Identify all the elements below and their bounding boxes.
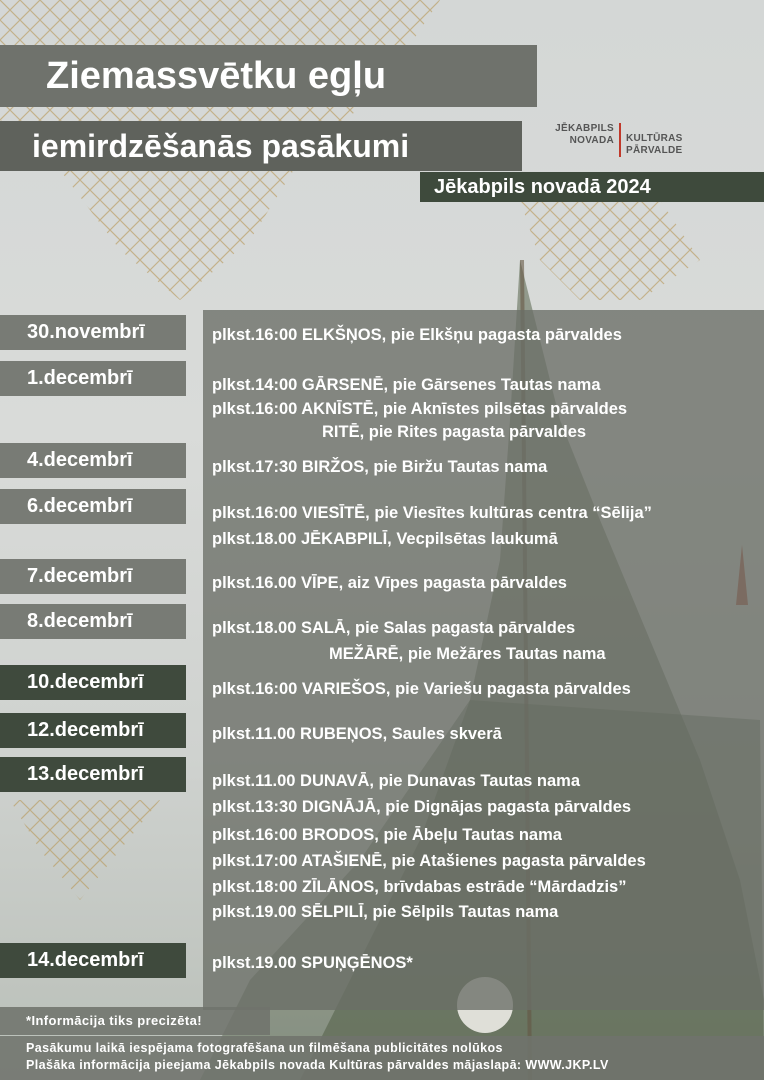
event-line: MEŽĀRĒ, pie Mežāres Tautas nama: [329, 645, 606, 663]
date-label: 7.decembrī: [0, 559, 186, 594]
logo-text-novada: NOVADA: [569, 135, 614, 146]
logo-text-parvalde: PĀRVALDE: [626, 145, 683, 156]
event-line: plkst.16:00 VARIEŠOS, pie Variešu pagasta pārvaldes: [212, 680, 631, 698]
event-line: plkst.16:00 AKNĪSTĒ, pie Aknīstes pilsētas pārvaldes: [212, 400, 628, 418]
footer-info: [0, 1036, 764, 1080]
event-line: plkst.16:00 ELKŠŅOS, pie Elkšņu pagasta pārvaldes: [212, 326, 622, 344]
event-line: plkst.11.00 RUBEŅOS, Saules skverā: [212, 725, 502, 743]
event-line: plkst.17:00 ATAŠIENĒ, pie Atašienes pagasta pārvaldes: [212, 852, 646, 870]
event-line: plkst.13:30 DIGNĀJĀ, pie Dignājas pagasta pārvaldes: [212, 798, 632, 816]
footnote: *Informācija tiks precizēta!: [0, 1007, 270, 1035]
event-line: plkst.11.00 DUNAVĀ, pie Dunavas Tautas nama: [212, 772, 581, 790]
event-line: plkst.18.00 SALĀ, pie Salas pagasta pārvaldes: [212, 619, 576, 637]
event-line: plkst.17:30 BIRŽOS, pie Biržu Tautas nama: [212, 458, 548, 476]
event-line: plkst.18.00 JĒKABPILĪ, Vecpilsētas laukumā: [212, 530, 558, 548]
date-label: 12.decembrī: [0, 713, 186, 748]
date-label: 1.decembrī: [0, 361, 186, 396]
logo-divider: [619, 123, 621, 157]
date-label: 14.decembrī: [0, 943, 186, 978]
date-label: 30.novembrī: [0, 315, 186, 350]
event-line: plkst.18:00 ZĪLĀNOS, brīvdabas estrāde “Mārdadzis”: [212, 878, 627, 896]
date-label: 8.decembrī: [0, 604, 186, 639]
page-title-line2: iemirdzēšanās pasākumi: [0, 121, 522, 171]
footer-line-photo: Pasākumu laikā iespējama fotografēšana un filmēšana publicitātes nolūkos: [26, 1041, 503, 1055]
date-label: 4.decembrī: [0, 443, 186, 478]
organization-logo: [552, 123, 692, 159]
date-label: 10.decembrī: [0, 665, 186, 700]
event-line: plkst.19.00 SPUŅĢĒNOS*: [212, 954, 413, 972]
page-title: Ziemassvētku egļu: [0, 45, 537, 107]
event-line: plkst.19.00 SĒLPILĪ, pie Sēlpils Tautas nama: [212, 903, 559, 921]
event-line: plkst.16:00 VIESĪTĒ, pie Viesītes kultūras centra “Sēlija”: [212, 504, 652, 522]
logo-text-kulturas: KULTŪRAS: [626, 133, 683, 144]
date-label: 13.decembrī: [0, 757, 186, 792]
subtitle: Jēkabpils novadā 2024: [420, 172, 764, 202]
event-line: RITĒ, pie Rites pagasta pārvaldes: [322, 423, 587, 441]
date-label: 6.decembrī: [0, 489, 186, 524]
event-line: plkst.14:00 GĀRSENĒ, pie Gārsenes Tautas nama: [212, 376, 601, 394]
event-line: plkst.16:00 BRODOS, pie Ābeļu Tautas nama: [212, 826, 562, 844]
event-line: plkst.16.00 VĪPE, aiz Vīpes pagasta pārvaldes: [212, 574, 567, 592]
logo-text-jekabpils: JĒKABPILS: [555, 123, 614, 134]
footer-line-website: Plašāka informācija pieejama Jēkabpils novada Kultūras pārvaldes mājaslapā: WWW.JKP.LV: [26, 1058, 609, 1072]
